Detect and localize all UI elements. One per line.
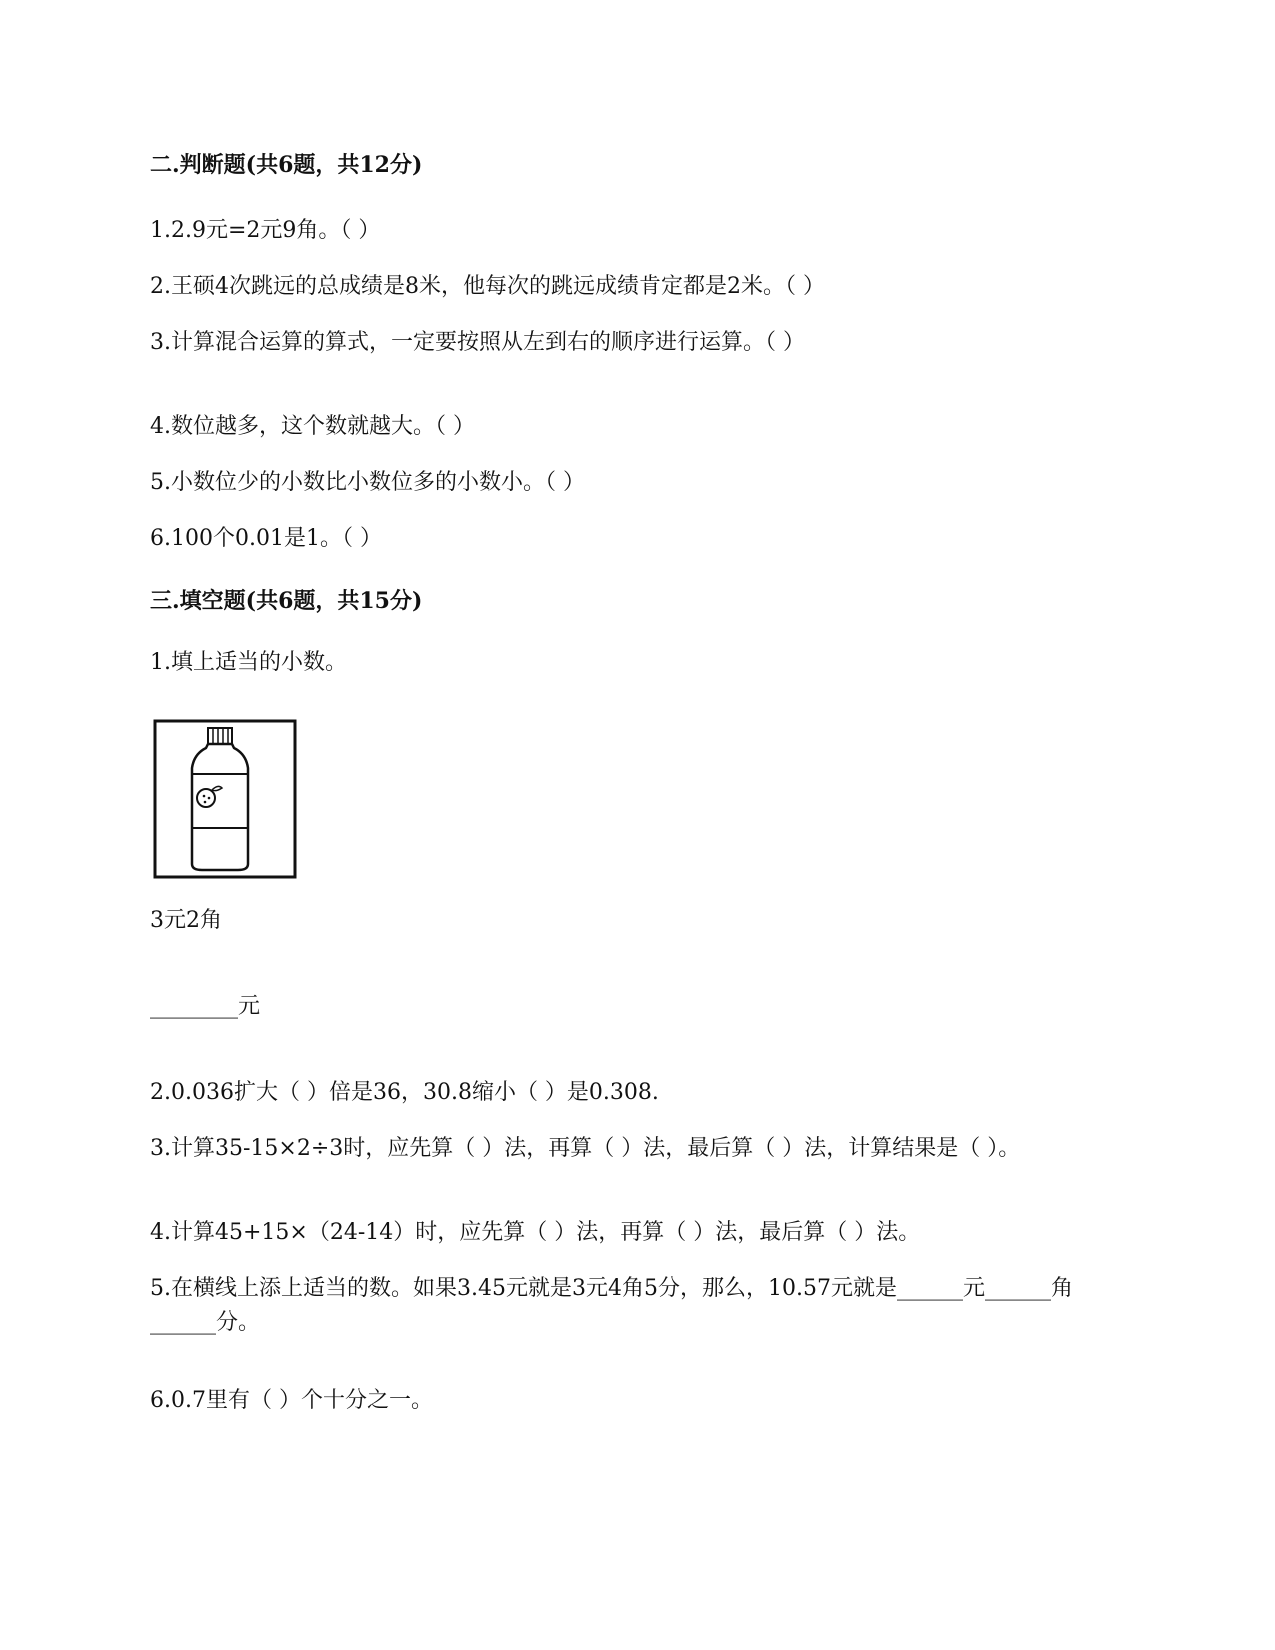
fill-question-4: 4.计算45+15×（24-14）时，应先算（ ）法，再算（ ）法，最后算（ ）法。: [150, 1220, 921, 1245]
judge-question-6: 6.100个0.01是1。（ ）: [150, 526, 382, 551]
fill-question-3: 3.计算35-15×2÷3时，应先算（ ）法，再算（ ）法，最后算（ ）法，计算结果是（ ）。: [150, 1136, 1021, 1161]
fill-question-6: 6.0.7里有（ ）个十分之一。: [150, 1388, 433, 1413]
fill-question-1: 1.填上适当的小数。: [150, 650, 347, 675]
price-label: 3元2角: [150, 908, 222, 933]
bottle-icon: [152, 718, 298, 880]
judge-question-2: 2.王硕4次跳远的总成绩是8米，他每次的跳远成绩肯定都是2米。（ ）: [150, 274, 825, 299]
fill-question-2: 2.0.036扩大（ ）倍是36，30.8缩小（ ）是0.308.: [150, 1080, 659, 1105]
judge-question-5: 5.小数位少的小数比小数位多的小数小。（ ）: [150, 470, 585, 495]
judge-question-3: 3.计算混合运算的算式，一定要按照从左到右的顺序进行运算。（ ）: [150, 330, 805, 355]
section-2-heading: 二.判断题(共6题，共12分): [150, 152, 423, 178]
section-3-heading: 三.填空题(共6题，共15分): [150, 588, 423, 614]
answer-blank-yuan: ________元: [150, 994, 261, 1019]
judge-question-1: 1.2.9元=2元9角。（ ）: [150, 218, 381, 243]
fill-question-5: 5.在横线上添上适当的数。如果3.45元就是3元4角5分，那么，10.57元就是______元______角______分。: [150, 1276, 1073, 1335]
judge-question-4: 4.数位越多，这个数就越大。（ ）: [150, 414, 475, 439]
